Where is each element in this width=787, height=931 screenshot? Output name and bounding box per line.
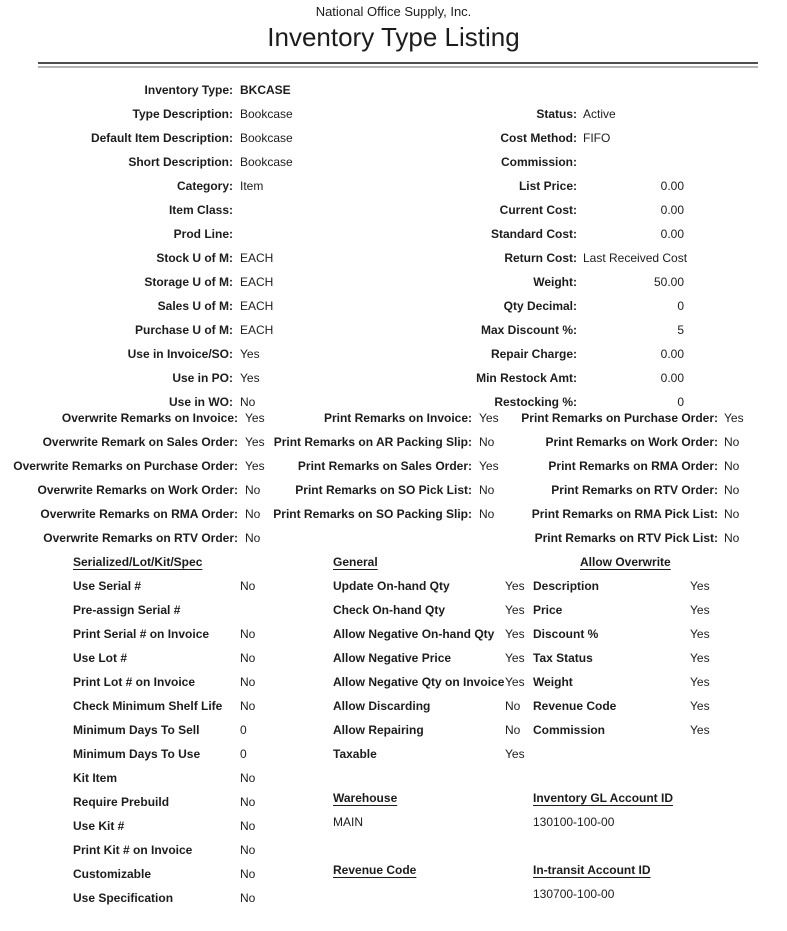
field-value: Yes: [690, 723, 710, 737]
field-label: Prod Line:: [173, 227, 233, 241]
field-label: Minimum Days To Sell: [73, 723, 200, 737]
field-row: [533, 646, 710, 670]
field-row: [333, 622, 525, 646]
field-label: Default Item Description:: [90, 131, 233, 145]
field-value: No: [240, 651, 256, 665]
section-rows: [333, 574, 525, 766]
field-value: No: [240, 843, 256, 857]
field-value: 0.00: [660, 227, 684, 241]
field-label: Commission: [533, 723, 606, 737]
field-value: No: [505, 699, 521, 713]
field-row: [0, 126, 684, 150]
field-value: No: [240, 627, 256, 641]
field-label: Taxable: [333, 747, 377, 761]
field-value: BKCASE: [240, 83, 291, 97]
field-label: Category:: [176, 179, 233, 193]
section-rows: [533, 574, 710, 742]
section-serialized-lot-kit-spec: [73, 550, 255, 910]
field-value: Yes: [690, 627, 710, 641]
field-value: EACH: [240, 275, 274, 289]
field-label: Current Cost:: [499, 203, 577, 217]
section-allow-overwrite: [533, 550, 710, 742]
field-value: Yes: [245, 435, 265, 449]
field-value: No: [240, 795, 256, 809]
field-label: Return Cost:: [504, 251, 577, 265]
print-remarks-right-column: [0, 406, 744, 550]
report-title: Inventory Type Listing: [267, 22, 520, 52]
warehouse-block: [333, 786, 397, 834]
field-label: Discount %: [533, 627, 599, 641]
field-row: [333, 646, 525, 670]
field-value: Yes: [245, 459, 265, 473]
field-label: Inventory Type:: [144, 83, 233, 97]
field-label: Print Remarks on RTV Pick List:: [534, 531, 718, 545]
field-value: Yes: [479, 411, 499, 425]
field-label: Stock U of M:: [156, 251, 233, 265]
field-label: Overwrite Remarks on RMA Order:: [40, 507, 238, 521]
field-row: [73, 886, 255, 910]
header-divider: [38, 62, 758, 68]
field-value: Yes: [690, 603, 710, 617]
field-row: [73, 574, 255, 598]
field-label: Print Remarks on Purchase Order:: [521, 411, 718, 425]
field-row: [73, 718, 255, 742]
section-heading: Allow Overwrite: [580, 555, 671, 569]
field-value: Yes: [479, 459, 499, 473]
field-label: Short Description:: [128, 155, 233, 169]
field-label: Overwrite Remark on Sales Order:: [42, 435, 238, 449]
field-row: [0, 318, 684, 342]
field-row: [333, 670, 525, 694]
warehouse-heading: Warehouse: [333, 791, 398, 805]
field-value: EACH: [240, 299, 274, 313]
field-label: Cost Method:: [500, 131, 577, 145]
field-row: [73, 622, 255, 646]
field-label: Repair Charge:: [490, 347, 577, 361]
field-value: No: [240, 819, 256, 833]
field-value: Yes: [505, 651, 525, 665]
field-label: Print Remarks on Invoice:: [323, 411, 472, 425]
field-label: Min Restock Amt:: [476, 371, 577, 385]
field-value: No: [240, 675, 256, 689]
field-row: [533, 598, 710, 622]
field-value: No: [479, 507, 495, 521]
field-value: Yes: [505, 627, 525, 641]
field-label: Print Remarks on Work Order:: [545, 435, 718, 449]
field-row: [333, 718, 525, 742]
section-rows: [73, 574, 255, 910]
field-value: 0: [240, 747, 247, 761]
field-value: Yes: [690, 651, 710, 665]
field-label: Minimum Days To Use: [73, 747, 201, 761]
field-row: [73, 838, 255, 862]
field-label: Restocking %:: [494, 395, 577, 409]
field-value: Bookcase: [240, 107, 293, 121]
field-value: Yes: [505, 603, 525, 617]
field-label: Require Prebuild: [73, 795, 170, 809]
field-value: No: [724, 531, 740, 545]
field-label: Print Remarks on RTV Order:: [551, 483, 718, 497]
field-value: No: [240, 579, 256, 593]
field-value: No: [724, 483, 740, 497]
field-label: Check Minimum Shelf Life: [73, 699, 223, 713]
fields-right-column: [0, 102, 688, 414]
field-row: [333, 574, 525, 598]
field-value: Bookcase: [240, 131, 293, 145]
field-label: Kit Item: [73, 771, 118, 785]
field-label: Print Remarks on SO Packing Slip:: [273, 507, 472, 521]
field-label: Print Lot # on Invoice: [73, 675, 196, 689]
field-row: [0, 502, 744, 526]
field-row: [73, 862, 255, 886]
field-value: Yes: [240, 371, 260, 385]
field-row: [73, 742, 255, 766]
field-value: Item: [240, 179, 264, 193]
field-label: Print Remarks on RMA Order:: [548, 459, 718, 473]
field-label: Print Remarks on Sales Order:: [297, 459, 472, 473]
field-value: No: [240, 867, 256, 881]
field-value: Yes: [690, 579, 710, 593]
field-label: Price: [533, 603, 563, 617]
section-heading: General: [333, 555, 378, 569]
divider-rule-light: [38, 66, 758, 68]
in-transit-account-heading: In-transit Account ID: [533, 863, 651, 877]
field-label: Status:: [536, 107, 577, 121]
field-label: Weight: [533, 675, 573, 689]
company-name: National Office Supply, Inc.: [315, 4, 472, 19]
field-label: Use Lot #: [73, 651, 128, 665]
field-row: [533, 622, 710, 646]
field-label: Use in Invoice/SO:: [127, 347, 233, 361]
field-value: No: [479, 483, 495, 497]
field-row: [0, 526, 744, 550]
field-label: Print Remarks on SO Pick List:: [295, 483, 472, 497]
field-label: Overwrite Remarks on Invoice:: [61, 411, 238, 425]
field-label: Standard Cost:: [490, 227, 577, 241]
field-value: Yes: [505, 675, 525, 689]
field-row: [0, 150, 684, 174]
field-value: No: [240, 771, 256, 785]
field-row: [0, 102, 684, 126]
inventory-gl-account-heading: Inventory GL Account ID: [533, 791, 674, 805]
field-row: [0, 174, 684, 198]
field-value: Yes: [505, 579, 525, 593]
field-value: Bookcase: [240, 155, 293, 169]
field-value: No: [724, 507, 740, 521]
field-label: Print Serial # on Invoice: [73, 627, 210, 641]
field-row: [73, 766, 255, 790]
revenue-code-value: [333, 882, 416, 906]
field-row: [0, 294, 684, 318]
field-value: Last Received Cost: [583, 251, 688, 265]
field-row: [73, 646, 255, 670]
field-label: Max Discount %:: [480, 323, 577, 337]
field-label: Storage U of M:: [144, 275, 233, 289]
field-label: Revenue Code: [533, 699, 617, 713]
inventory-gl-account-block: [533, 786, 673, 834]
field-value: Yes: [240, 347, 260, 361]
field-value: 0.00: [660, 347, 684, 361]
field-label: Overwrite Remarks on Work Order:: [37, 483, 238, 497]
revenue-code-block: [333, 858, 416, 906]
field-value: Yes: [505, 747, 525, 761]
field-value: EACH: [240, 251, 274, 265]
field-value: Yes: [690, 699, 710, 713]
field-row: [0, 342, 684, 366]
field-value: EACH: [240, 323, 274, 337]
field-value: 0.00: [660, 371, 684, 385]
field-label: Qty Decimal:: [503, 299, 577, 313]
field-label: Print Remarks on RMA Pick List:: [531, 507, 718, 521]
field-label: Purchase U of M:: [134, 323, 233, 337]
field-label: Update On-hand Qty: [333, 579, 450, 593]
field-label: Commission:: [500, 155, 577, 169]
field-row: [73, 790, 255, 814]
field-label: Description: [533, 579, 600, 593]
field-label: Item Class:: [168, 203, 233, 217]
field-row: [533, 574, 710, 598]
field-value: 0.00: [660, 179, 684, 193]
field-label: Sales U of M:: [157, 299, 233, 313]
field-value: Yes: [724, 411, 744, 425]
field-value: 50.00: [653, 275, 684, 289]
field-label: List Price:: [518, 179, 577, 193]
field-value: No: [240, 395, 256, 409]
field-row: [73, 814, 255, 838]
field-label: Use Serial #: [73, 579, 142, 593]
field-row: [533, 718, 710, 742]
field-label: Use in PO:: [172, 371, 233, 385]
field-row: [73, 598, 255, 622]
field-value: No: [245, 531, 261, 545]
section-heading: Serialized/Lot/Kit/Spec: [73, 555, 203, 569]
field-label: Use Kit #: [73, 819, 125, 833]
field-row: [73, 670, 255, 694]
field-row: [0, 454, 744, 478]
field-row: [0, 270, 684, 294]
field-value: No: [724, 435, 740, 449]
field-value: Yes: [690, 675, 710, 689]
field-label: Overwrite Remarks on Purchase Order:: [13, 459, 238, 473]
field-row: [0, 430, 744, 454]
field-label: Print Kit # on Invoice: [73, 843, 193, 857]
section-general: [333, 550, 525, 766]
field-label: Weight:: [533, 275, 577, 289]
field-value: No: [240, 699, 256, 713]
field-value: FIFO: [583, 131, 611, 145]
field-label: Print Remarks on AR Packing Slip:: [273, 435, 472, 449]
field-value: No: [505, 723, 521, 737]
field-row: [533, 694, 710, 718]
field-label: Type Description:: [132, 107, 233, 121]
field-label: Use in WO:: [168, 395, 233, 409]
field-row: [333, 598, 525, 622]
field-row: [0, 222, 684, 246]
in-transit-account-value: 130700-100-00: [533, 887, 615, 901]
field-label: Allow Negative On-hand Qty: [333, 627, 495, 641]
field-label: Allow Negative Price: [333, 651, 452, 665]
field-value: No: [245, 483, 261, 497]
inventory-gl-account-value: 130100-100-00: [533, 815, 615, 829]
field-value: Active: [583, 107, 616, 121]
field-value: 5: [677, 323, 684, 337]
field-value: [577, 150, 684, 174]
field-value: No: [724, 459, 740, 473]
field-label: Allow Discarding: [333, 699, 431, 713]
field-label: Allow Negative Qty on Invoice: [333, 675, 505, 689]
field-row: [0, 78, 293, 102]
in-transit-account-block: [533, 858, 651, 906]
warehouse-value: MAIN: [333, 815, 363, 829]
field-value: No: [240, 891, 256, 905]
field-value: No: [245, 507, 261, 521]
field-row: [533, 670, 710, 694]
field-row: [0, 366, 684, 390]
field-row: [333, 694, 525, 718]
field-row: [333, 742, 525, 766]
field-row: [0, 246, 688, 270]
field-label: Use Specification: [73, 891, 174, 905]
field-value: 0: [677, 395, 684, 409]
field-value: 0: [677, 299, 684, 313]
field-label: Check On-hand Qty: [333, 603, 446, 617]
field-row: [0, 406, 744, 430]
field-value: 0.00: [660, 203, 684, 217]
field-value: 0: [240, 723, 247, 737]
field-row: [0, 478, 744, 502]
field-value: No: [479, 435, 495, 449]
field-label: Pre-assign Serial #: [73, 603, 181, 617]
field-label: Allow Repairing: [333, 723, 424, 737]
field-row: [0, 198, 684, 222]
field-row: [73, 694, 255, 718]
field-label: Customizable: [73, 867, 152, 881]
field-label: Overwrite Remarks on RTV Order:: [43, 531, 238, 545]
field-label: Tax Status: [533, 651, 593, 665]
field-value: Yes: [245, 411, 265, 425]
revenue-code-heading: Revenue Code: [333, 863, 417, 877]
